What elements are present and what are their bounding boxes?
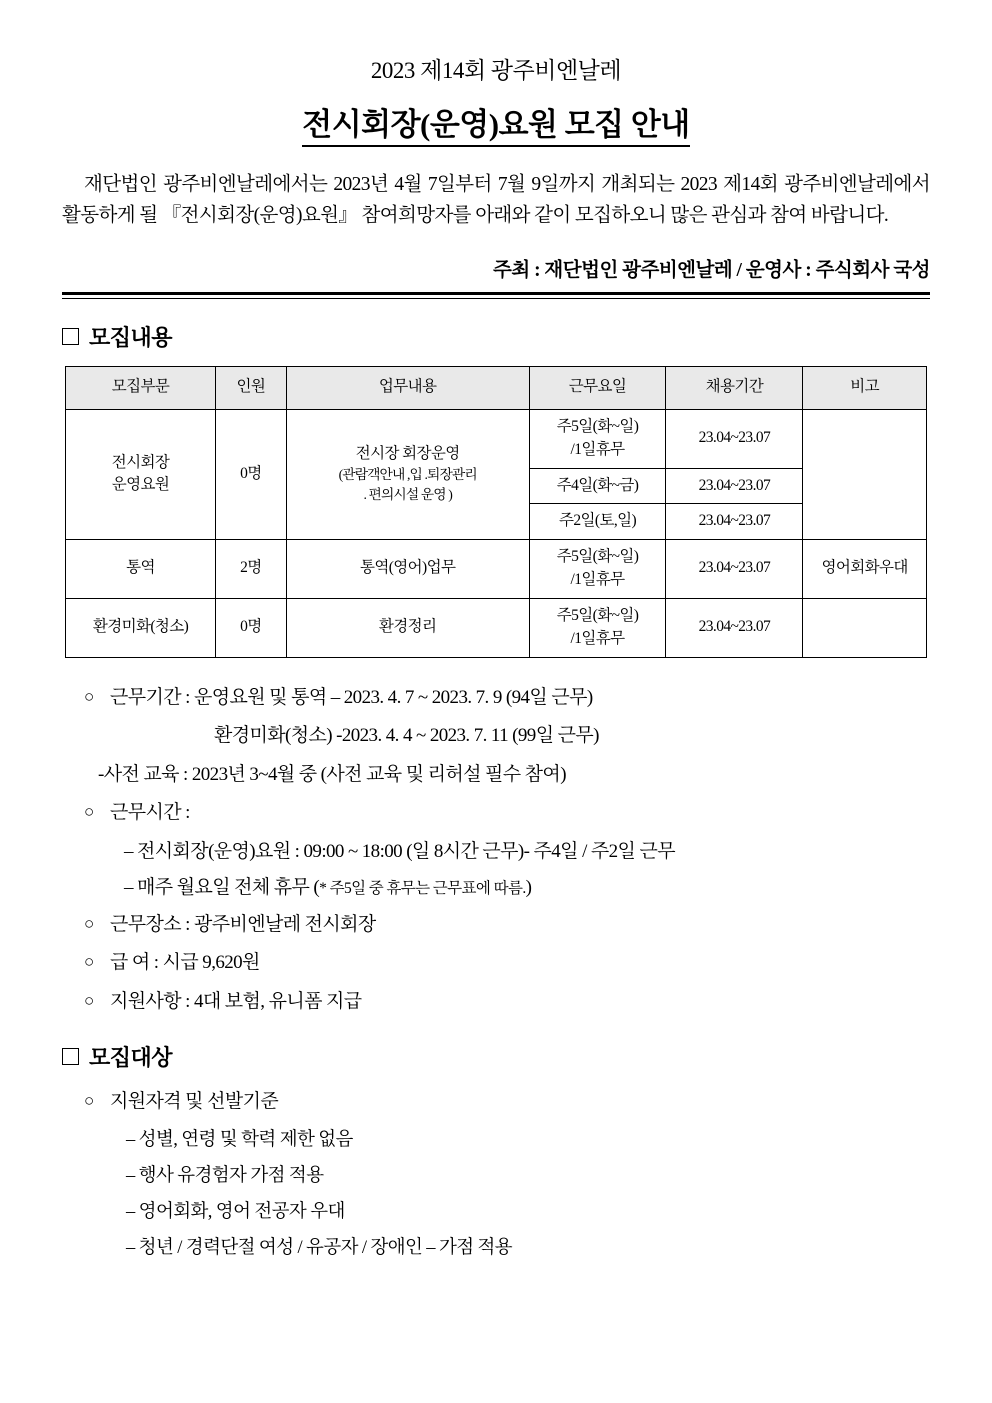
cell-days: 주4일(화~금): [529, 468, 666, 503]
square-bullet-icon: [62, 328, 79, 345]
section-heading-recruit-contents: [62, 321, 930, 352]
table-header-row: [66, 366, 927, 409]
cell-note: 영어회화우대: [803, 539, 927, 598]
detail-place-text: 근무장소 : 광주비엔날레 전시회장: [110, 913, 376, 935]
cell-period: 23.04~23.07: [666, 468, 803, 503]
cell-period: 23.04~23.07: [666, 409, 803, 468]
cell-count: 0명: [216, 598, 287, 657]
table-row: [66, 598, 927, 657]
detail-hours-line2: [124, 874, 930, 902]
horizontal-divider: [62, 292, 930, 299]
cell-duty: 통역(영어)업무: [286, 539, 529, 598]
detail-item-hours: [84, 799, 930, 827]
detail-hours-line2-tail: ): [525, 877, 532, 899]
cell-days-line1: 주5일(화~일): [556, 607, 639, 625]
cell-days-line1: 주5일(화~일): [556, 418, 639, 436]
section-heading-recruit-target: [62, 1041, 930, 1072]
document-supertitle: 2023 제14회 광주비엔날레: [370, 58, 622, 83]
list-item: – 청년 / 경력단절 여성 / 유공자 / 장애인 – 가점 적용: [126, 1237, 513, 1258]
host-line: 주최 : 재단법인 광주비엔날레 / 운영사 : 주식회사 국성: [493, 259, 930, 281]
detail-pay-text: 급 여 : 시급 9,620원: [110, 952, 260, 974]
cell-days: 주2일(토,일): [529, 504, 666, 539]
intro-paragraph: 재단법인 광주비엔날레에서는 2023년 4월 7일부터 7월 9일까지 개최되는 2023 제14회 광주비엔날레에서 활동하게 될 『전시회장(운영)요원』 참여희망자를 아래와 같이 모집하오니 많은 관심과 참여 바랍니다.: [62, 174, 930, 226]
detail-period-text: 근무기간 : 운영요원 및 통역 – 2023. 4. 7 ~ 2023. 7. 9 (94일 근무): [110, 686, 593, 708]
circle-bullet-icon: ○: [84, 913, 94, 933]
cell-duty-sub2: . 편의시설 운영 ): [363, 487, 452, 503]
detail-item-place: [84, 911, 930, 939]
document-title-text: 전시회장(운영)요원 모집 안내: [302, 107, 690, 147]
section-heading-label: 모집대상: [89, 1045, 173, 1071]
table-header-cell: 인원: [216, 366, 287, 409]
cell-part: 환경미화(청소): [66, 598, 216, 657]
cell-count: 0명: [216, 409, 287, 539]
target-item-qualification: [84, 1088, 930, 1116]
cell-part-line1: 전시회장: [111, 453, 170, 471]
detail-period-second: 환경미화(청소) -2023. 4. 4 ~ 2023. 7. 11 (99일 근무): [214, 725, 599, 747]
circle-bullet-icon: ○: [84, 952, 94, 972]
details-list: [62, 684, 930, 1016]
list-item: – 영어회화, 영어 전공자 우대: [126, 1201, 345, 1222]
cell-days-line2: /1일휴무: [570, 629, 625, 647]
recruit-table: [65, 366, 927, 658]
cell-duty: [286, 409, 529, 539]
cell-period: 23.04~23.07: [666, 504, 803, 539]
list-item: – 행사 유경험자 가점 적용: [126, 1165, 324, 1186]
cell-part: [66, 409, 216, 539]
target-qualification-label: 지원자격 및 선발기준: [110, 1091, 279, 1113]
cell-days: [529, 598, 666, 657]
detail-item-period: [84, 684, 930, 712]
circle-bullet-icon: ○: [84, 686, 94, 706]
detail-item-support: [84, 988, 930, 1016]
cell-duty: 환경정리: [286, 598, 529, 657]
cell-days-line1: 주5일(화~일): [556, 548, 639, 566]
square-bullet-icon: [62, 1048, 79, 1065]
detail-hours-line2-main: – 매주 월요일 전체 휴무 (: [124, 877, 320, 899]
section-heading-label: 모집내용: [89, 324, 173, 350]
circle-bullet-icon: ○: [84, 1091, 94, 1111]
table-header-cell: 근무요일: [529, 366, 666, 409]
document-title: [62, 99, 930, 144]
cell-days: [529, 409, 666, 468]
circle-bullet-icon: ○: [84, 990, 94, 1010]
detail-item-pay: [84, 949, 930, 977]
cell-part-line2: 운영요원: [111, 476, 170, 494]
target-list: [62, 1088, 930, 1261]
table-header-cell: 채용기간: [666, 366, 803, 409]
detail-support-text: 지원사항 : 4대 보험, 유니폼 지급: [110, 990, 362, 1012]
cell-count: 2명: [216, 539, 287, 598]
cell-period: 23.04~23.07: [666, 598, 803, 657]
cell-days-line2: /1일휴무: [570, 570, 625, 588]
table-header-cell: 모집부문: [66, 366, 216, 409]
cell-period: 23.04~23.07: [666, 539, 803, 598]
list-item: – 성별, 연령 및 학력 제한 없음: [126, 1130, 353, 1150]
detail-pretraining: -사전 교육 : 2023년 3~4월 중 (사전 교육 및 리허설 필수 참여): [98, 763, 566, 785]
cell-days: [529, 539, 666, 598]
circle-bullet-icon: ○: [84, 802, 94, 822]
table-row: [66, 539, 927, 598]
cell-note: [803, 598, 927, 657]
detail-hours-line1: – 전시회장(운영)요원 : 09:00 ~ 18:00 (일 8시간 근무)- 주4일 / 주2일 근무: [124, 840, 675, 862]
table-header-cell: 업무내용: [286, 366, 529, 409]
target-dash-list: [126, 1128, 930, 1262]
table-header-cell: 비고: [803, 366, 927, 409]
cell-note: [803, 409, 927, 539]
detail-hours-line2-note: * 주5일 중 휴무는 근무표에 따름.: [319, 880, 526, 898]
cell-duty-main: 전시장 회장운영: [355, 444, 460, 462]
cell-days-line2: /1일휴무: [570, 440, 625, 458]
cell-duty-sub1: (관람객안내 ,입 .퇴장관리: [338, 467, 477, 483]
detail-hours-label: 근무시간 :: [110, 802, 190, 824]
table-row: [66, 409, 927, 468]
cell-part: 통역: [66, 539, 216, 598]
